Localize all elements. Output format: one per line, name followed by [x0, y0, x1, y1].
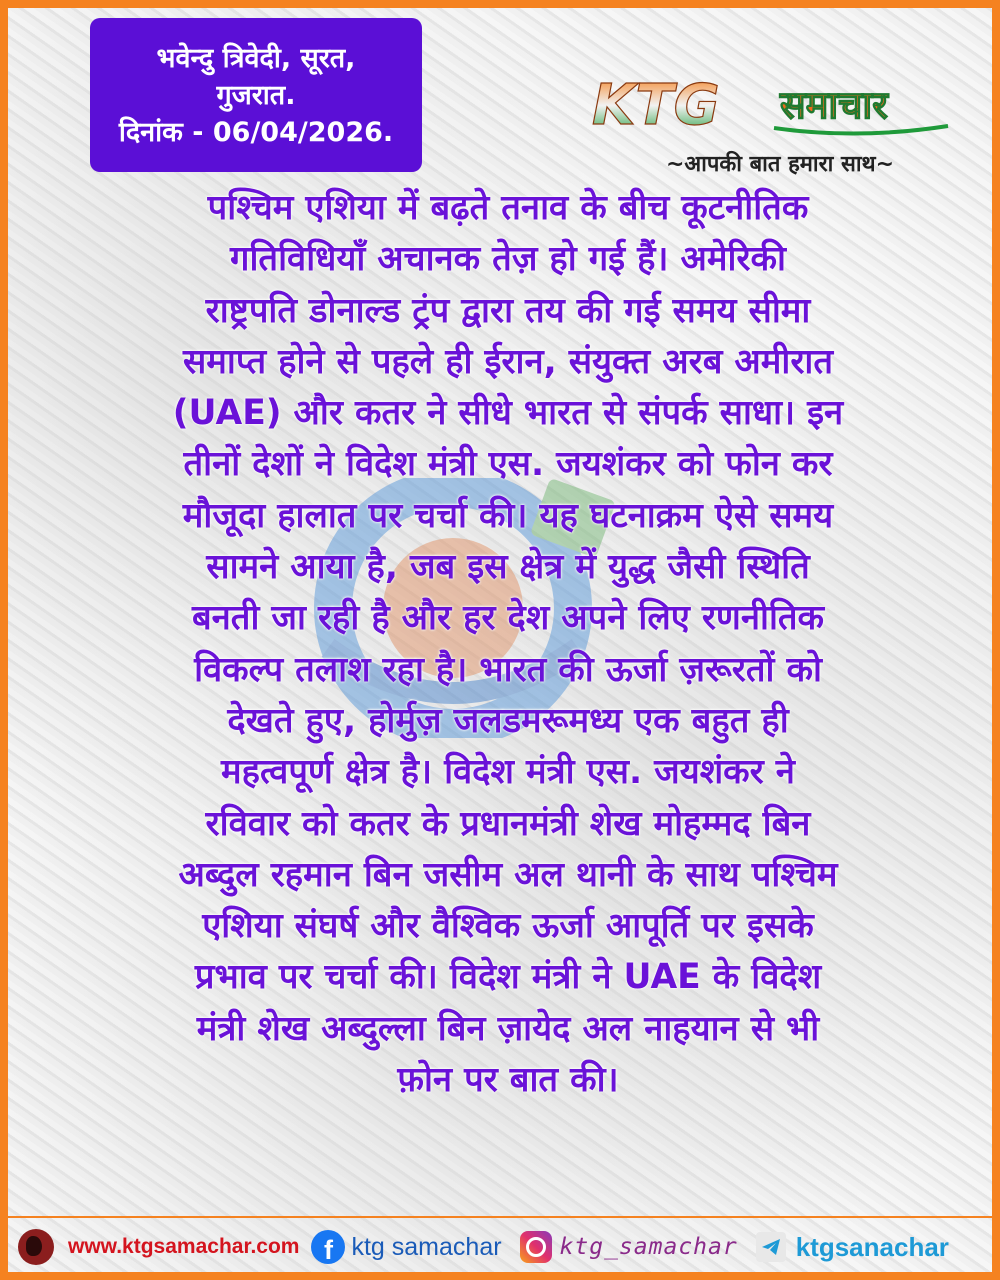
- ktg-samachar-logo: [588, 68, 968, 138]
- facebook-link[interactable]: [311, 1230, 519, 1264]
- article-line: गतिविधियाँ अचानक तेज़ हो गई हैं। अमेरिकी: [230, 239, 786, 280]
- tagline: ~आपकी बात हमारा साथ~: [665, 152, 895, 177]
- article-line: पश्चिम एशिया में बढ़ते तनाव के बीच कूटनीतिक: [207, 188, 809, 228]
- article-body: [30, 183, 986, 1106]
- author-name: भवेन्दु त्रिवेदी, सूरत,: [156, 42, 356, 74]
- footer: [18, 1223, 993, 1271]
- website-link[interactable]: [18, 1229, 311, 1265]
- article-line: अब्दुल रहमान बिन जसीम अल थानी के साथ पश्चिम: [178, 854, 838, 895]
- article-line: एशिया संघर्ष और वैश्विक ऊर्जा आपूर्ति पर इसके: [202, 906, 814, 947]
- article-line: देखते हुए, होर्मुज़ जलडमरूमध्य एक बहुत ही: [227, 700, 789, 741]
- facebook-text: ktg samachar: [351, 1232, 502, 1261]
- article-line: मंत्री शेख अब्दुल्ला बिन ज़ायेद अल नाहयान से भी: [196, 1008, 820, 1049]
- instagram-icon: [520, 1231, 552, 1263]
- website-text: www.ktgsamachar.com: [68, 1235, 300, 1258]
- article-line: विकल्प तलाश रहा है। भारत की ऊर्जा ज़रूरतों को: [194, 649, 822, 690]
- globe-icon: [18, 1229, 54, 1265]
- article-line: (UAE) और कतर ने सीधे भारत से संपर्क साधा। इन: [172, 393, 844, 434]
- article-line: मौजूदा हालात पर चर्चा की। यह घटनाक्रम ऐसे समय: [182, 495, 834, 536]
- logo-samachar-text: समाचार: [780, 83, 888, 127]
- article-line: रविवार को कतर के प्रधानमंत्री शेख मोहम्मद बिन: [205, 803, 811, 844]
- telegram-link[interactable]: [756, 1232, 949, 1263]
- author-location: गुजरात.: [216, 79, 296, 111]
- logo-ktg-text: KTG: [592, 73, 720, 138]
- telegram-text: ktgsanachar: [795, 1231, 949, 1262]
- facebook-icon: f: [311, 1230, 345, 1264]
- instagram-link[interactable]: [520, 1231, 756, 1263]
- telegram-icon: [756, 1232, 786, 1262]
- article-line: बनती जा रही है और हर देश अपने लिए रणनीतिक: [191, 598, 825, 639]
- article-line: प्रभाव पर चर्चा की। विदेश मंत्री ने UAE के विदेश: [194, 957, 822, 998]
- article-line: तीनों देशों ने विदेश मंत्री एस. जयशंकर को फोन कर: [183, 444, 833, 485]
- article-line: राष्ट्रपति डोनाल्ड ट्रंप द्वारा तय की गई समय सीमा: [205, 290, 811, 331]
- footer-divider: [8, 1216, 992, 1218]
- article-line: सामने आया है, जब इस क्षेत्र में युद्ध जैसी स्थिति: [206, 547, 810, 588]
- instagram-text: ktg_samachar: [559, 1234, 738, 1260]
- author-box: [90, 18, 422, 172]
- article-line: महत्वपूर्ण क्षेत्र है। विदेश मंत्री एस. जयशंकर ने: [221, 752, 795, 793]
- article-line: फ़ोन पर बात की।: [397, 1060, 619, 1101]
- article-date: दिनांक - 06/04/2026.: [118, 116, 394, 148]
- article-line: समाप्त होने से पहले ही ईरान, संयुक्त अरब अमीरात: [182, 341, 834, 382]
